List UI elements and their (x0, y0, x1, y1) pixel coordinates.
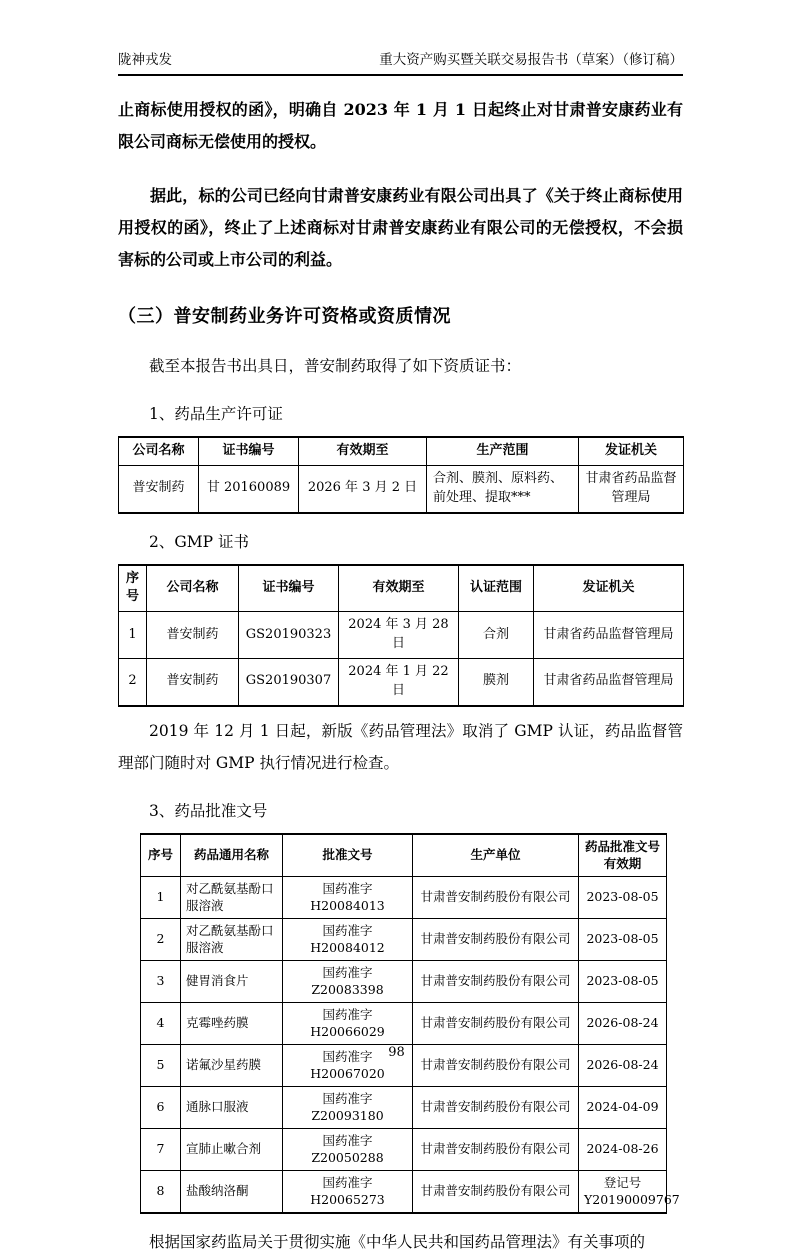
table-header-cell: 证书编号 (239, 565, 339, 612)
paragraph-trademark-continuation: 止商标使用授权的函》，明确自 2023 年 1 月 1 日起终止对甘肃普安康药业有限公司商标无偿使用的授权。 (118, 100, 683, 151)
table-cell: 国药准字 Z20050288 (283, 1128, 413, 1170)
table-cell: 国药准字 H20084012 (283, 918, 413, 960)
table-header-cell: 有效期至 (339, 565, 459, 612)
table-cell: 甘肃省药品监督管理局 (579, 465, 684, 512)
table-cell: 登记号 Y20190009767 (579, 1170, 667, 1213)
table-cell: 盐酸纳洛酮 (181, 1170, 283, 1213)
table-cell: 甘肃省药品监督管理局 (534, 658, 684, 705)
table-row (119, 465, 684, 512)
table-cell: 3 (141, 960, 181, 1002)
drug-approval-table (140, 833, 680, 1214)
table-header-row (119, 437, 684, 465)
table-cell: 甘肃普安制药股份有限公司 (413, 918, 579, 960)
table-cell: 国药准字 H20066029 (283, 1002, 413, 1044)
table-header-cell: 药品批准文号有效期 (579, 834, 667, 877)
table-cell: 2024 年 3 月 28 日 (339, 612, 459, 659)
table-cell: 国药准字 H20084013 (283, 876, 413, 918)
table-cell: 合剂、膜剂、原料药、前处理、提取*** (427, 465, 579, 512)
table-header-cell: 公司名称 (147, 565, 239, 612)
table-cell: 克霉唑药膜 (181, 1002, 283, 1044)
table-header-cell: 序号 (119, 565, 147, 612)
table-cell: 7 (141, 1128, 181, 1170)
table-cell: 甘肃普安制药股份有限公司 (413, 1170, 579, 1213)
table-cell: 2023-08-05 (579, 960, 667, 1002)
table-cell: 2023-08-05 (579, 876, 667, 918)
table-cell: 6 (141, 1086, 181, 1128)
item-3-title: 3、药品批准文号 (149, 801, 268, 820)
table-header-cell: 证书编号 (199, 437, 299, 465)
table-cell: 2024 年 1 月 22 日 (339, 658, 459, 705)
table-cell: 2 (141, 918, 181, 960)
table-cell: GS20190323 (239, 612, 339, 659)
table-cell: 甘 20160089 (199, 465, 299, 512)
table-cell: 对乙酰氨基酚口服溶液 (181, 876, 283, 918)
header-left-text: 陇神戎发 (118, 52, 172, 68)
table-cell: 5 (141, 1044, 181, 1086)
production-license-table (118, 436, 684, 514)
table-cell: 2024-08-26 (579, 1128, 667, 1170)
table-row (141, 1086, 667, 1128)
table-cell: 宣肺止嗽合剂 (181, 1128, 283, 1170)
table-cell: 通脉口服液 (181, 1086, 283, 1128)
page-footer (0, 1045, 793, 1060)
table-header-cell: 公司名称 (119, 437, 199, 465)
table-row (141, 876, 667, 918)
table-row (141, 1170, 667, 1213)
table-row (141, 960, 667, 1002)
table-header-cell: 有效期至 (299, 437, 427, 465)
table-cell: 8 (141, 1170, 181, 1213)
table-cell: GS20190307 (239, 658, 339, 705)
table-cell: 4 (141, 1002, 181, 1044)
table-cell: 甘肃普安制药股份有限公司 (413, 876, 579, 918)
table-header-cell: 药品通用名称 (181, 834, 283, 877)
table-cell: 甘肃普安制药股份有限公司 (413, 1044, 579, 1086)
table-cell: 2026-08-24 (579, 1002, 667, 1044)
table-cell: 甘肃普安制药股份有限公司 (413, 960, 579, 1002)
table-header-row (141, 834, 667, 877)
paragraph-regulation-note: 根据国家药监局关于贯彻实施《中华人民共和国药品管理法》有关事项的 (149, 1232, 646, 1251)
header-right-text: 重大资产购买暨关联交易报告书（草案）（修订稿） (379, 52, 683, 68)
table-cell: 甘肃普安制药股份有限公司 (413, 1002, 579, 1044)
table-cell: 2024-04-09 (579, 1086, 667, 1128)
running-header (118, 48, 683, 76)
table-header-cell: 生产单位 (413, 834, 579, 877)
table-cell: 普安制药 (147, 658, 239, 705)
table-row (141, 1128, 667, 1170)
table-cell: 普安制药 (147, 612, 239, 659)
paragraph-certificates-intro: 截至本报告书出具日，普安制药取得了如下资质证书： (149, 357, 522, 375)
table-cell: 诺氟沙星药膜 (181, 1044, 283, 1086)
table-cell: 2026 年 3 月 2 日 (299, 465, 427, 512)
table-cell: 国药准字 Z20093180 (283, 1086, 413, 1128)
table-header-cell: 生产范围 (427, 437, 579, 465)
table-cell: 合剂 (459, 612, 534, 659)
table-cell: 普安制药 (119, 465, 199, 512)
table-cell: 国药准字 Z20083398 (283, 960, 413, 1002)
item-2-title: 2、GMP 证书 (149, 532, 249, 551)
table-header-cell: 批准文号 (283, 834, 413, 877)
table-cell: 健胃消食片 (181, 960, 283, 1002)
table-cell: 2026-08-24 (579, 1044, 667, 1086)
paragraph-gmp-note: 2019 年 12 月 1 日起，新版《药品管理法》取消了 GMP 认证，药品监督管理部门随时对 GMP 执行情况进行检查。 (118, 721, 683, 772)
table-cell: 1 (119, 612, 147, 659)
item-1-title: 1、药品生产许可证 (149, 405, 283, 423)
table-row (119, 658, 684, 705)
table-cell: 对乙酰氨基酚口服溶液 (181, 918, 283, 960)
table-header-row (119, 565, 684, 612)
table-header-cell: 认证范围 (459, 565, 534, 612)
table-cell: 甘肃普安制药股份有限公司 (413, 1128, 579, 1170)
table-cell: 膜剂 (459, 658, 534, 705)
table-cell: 国药准字 H20065273 (283, 1170, 413, 1213)
table-cell: 1 (141, 876, 181, 918)
table-row (119, 612, 684, 659)
table-cell: 2023-08-05 (579, 918, 667, 960)
table-cell: 2 (119, 658, 147, 705)
table-cell: 甘肃普安制药股份有限公司 (413, 1086, 579, 1128)
table-cell: 甘肃省药品监督管理局 (534, 612, 684, 659)
page-number: 98 (388, 1045, 405, 1060)
table-row (141, 1002, 667, 1044)
table-header-cell: 发证机关 (534, 565, 684, 612)
table-row (141, 918, 667, 960)
section-heading: （三）普安制药业务许可资格或资质情况 (118, 306, 451, 327)
gmp-certificate-table (118, 564, 684, 707)
table-header-cell: 序号 (141, 834, 181, 877)
paragraph-trademark-termination: 据此，标的公司已经向甘肃普安康药业有限公司出具了《关于终止商标使用用授权的函》，终止了上述商标对甘肃普安康药业有限公司的无偿授权，不会损害标的公司或上市公司的利益。 (118, 186, 683, 269)
table-cell: 国药准字 H20067020 (283, 1044, 413, 1086)
table-header-cell: 发证机关 (579, 437, 684, 465)
